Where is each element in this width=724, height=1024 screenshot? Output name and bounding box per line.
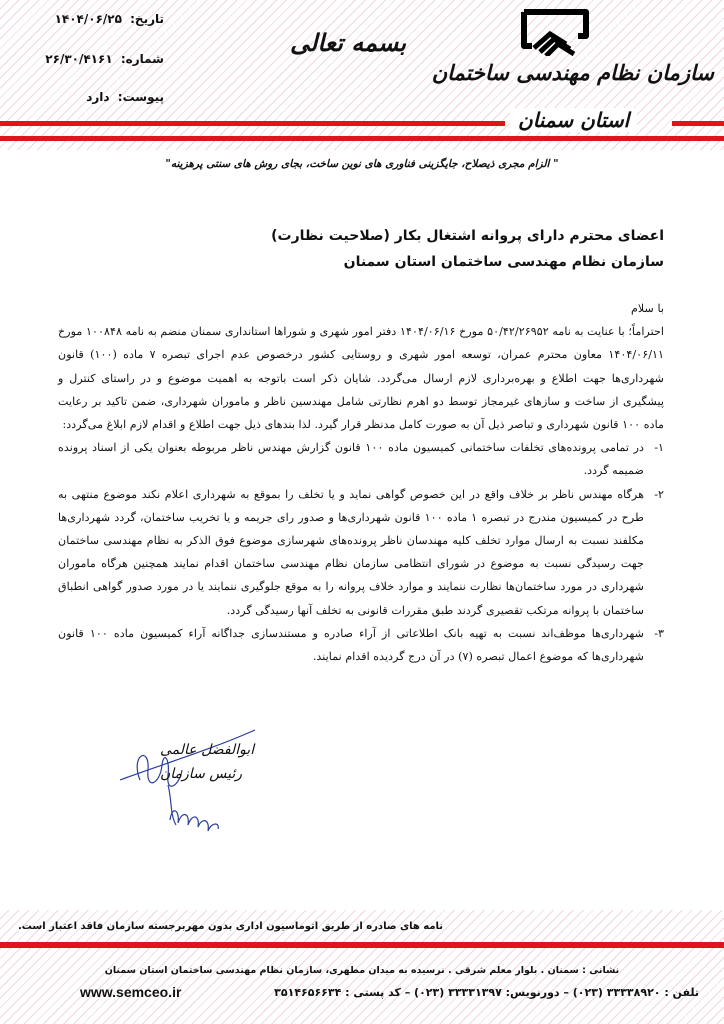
signatory-name: ابوالفضل عالمی xyxy=(160,742,255,758)
list-item-text: هرگاه مهندس ناظر بر خلاف واقع در این خصوص گواهی نماید و یا تخلف را بموقع به شهرداری اعلام نکند موضوع منتهی به طرح در کمیسیون مندرج در تبصره ۱ ماده ۱۰۰ قانون شهرداری‌ها و صدور رای جریمه و یا تخریب ساختمان، گردد شهرداری‌ها مکلفند نسبت به ارسال موارد تخلف کلیه مهندسان ناظر پرونده‌های شهرسازی موضوع فوق الذکر به نظام مهندسی ساختمان جهت رسیدگی نسبت به موضوع در شورای انتظامی سازمان نظام مهندسی ساختمان اقدام نمایند همچنین هرگاه ماموران شهرداری در مورد ساختمان‌ها نظارت ننمایند و موارد خلاف پروانه را به موقع جلوگیری ننمایند یا در مورد صدور گواهی انطباق ساختمان با پروانه مرتکب تقصیری گردند طبق مقررات قانونی به تخلف آنها رسیدگی گردد. xyxy=(58,487,644,617)
header-red-line-left xyxy=(0,121,505,126)
header-red-line-lower xyxy=(0,136,724,141)
number-value: ۲۶/۳۰/۴۱۶۱ xyxy=(45,52,113,66)
date-field xyxy=(55,12,164,26)
date-label: تاریخ: xyxy=(130,12,164,26)
header-red-line-right xyxy=(672,121,724,126)
org-name: سازمان نظام مهندسی ساختمان xyxy=(431,60,714,85)
attachment-label: پیوست: xyxy=(117,90,164,104)
intro-paragraph: احتراماً؛ با عنایت به نامه ۵۰/۴۲/۲۶۹۵۲ مورخ ۱۴۰۴/۰۶/۱۶ دفتر امور شهری و شوراها استانداری سمنان منضم به نامه ۱۰۰۸۴۸ مورخ ۱۴۰۴/۰۶/۱۱ معاون محترم عمران، توسعه امور شهری و روستایی کشور درخصوص عدم اجرای تبصره ۷ ماده (۱۰۰) قانون شهرداری‌ها جهت اطلاع و بهره‌برداری لازم ارسال می‌گردد. شایان ذکر است باتوجه به اهمیت موضوع و در راستای کنترل و پیشگیری از ساخت و سازهای غیرمجاز توسط دو اهرم نظارتی شامل مهندسین ناظر و ماموران شهرداری، ضمن تاکید بر رعایت ماده ۱۰۰ قانون شهرداری و تباصر ذیل آن به صورت کامل مدنظر قرار گیرد. لذا بندهای ذیل جهت اطلاع و اقدام لازم ابلاغ می‌گردد: xyxy=(58,325,664,432)
list-item-text: در تمامی پرونده‌های تخلفات ساختمانی کمیسیون ماده ۱۰۰ قانون گزارش مهندس ناظر مربوطه بعنوان یکی از اسناد پرونده ضمیمه گردد. xyxy=(58,441,644,478)
motto: " الزام مجری ذیصلاح، جایگزینی فناوری های نوین ساخت، بجای روش های سنتی پرهزینه" xyxy=(165,158,559,170)
list-item xyxy=(58,436,664,482)
list-item xyxy=(58,483,664,622)
list-item-text: شهرداری‌ها موظف‌اند نسبت به تهیه بانک اطلاعاتی از آراء صادره و مستندسازی جداگانه آراء کمیسیون ماده ۱۰۰ قانون شهرداری‌ها که موضوع اعمال تبصره (۷) در آن درج گردیده اقدام نمایند. xyxy=(58,626,644,664)
org-province: استان سمنان xyxy=(510,108,637,132)
signatory-title: رئیس سازمان xyxy=(160,766,242,782)
bismillah: بسمه تعالی xyxy=(290,28,407,57)
greeting: با سلام xyxy=(630,302,664,315)
footer-red-line xyxy=(0,942,724,948)
attachment-field xyxy=(86,90,164,104)
letter-body xyxy=(58,297,664,668)
list-item-number: ۳- xyxy=(654,626,664,640)
addressee-line2: سازمان نظام مهندسی ساختمان استان سمنان xyxy=(343,254,664,270)
footer-contact: تلفن : ۳۳۳۳۸۹۲۰ (۰۲۳) – دورنویس: ۳۳۳۳۱۳۹۷ (۰۲۳) – کد پستی : ۳۵۱۴۶۵۶۶۳۴ xyxy=(274,985,699,999)
number-label: شماره: xyxy=(120,52,164,66)
org-logo-icon xyxy=(520,8,590,56)
footer-note: نامه های صادره از طریق اتوماسیون اداری بدون مهربرجسته سازمان فاقد اعتبار است. xyxy=(18,921,444,932)
attachment-value: دارد xyxy=(86,90,110,104)
footer-contact-row xyxy=(80,984,699,1000)
date-value: ۱۴۰۴/۰۶/۲۵ xyxy=(54,12,122,26)
addressee-line1: اعضای محترم دارای پروانه اشتغال بکار (صلاحیت نظارت) xyxy=(271,228,664,244)
list-item-number: ۲- xyxy=(654,487,664,501)
list-item-number: ۱- xyxy=(654,441,664,455)
footer-address: نشانی : سمنان . بلوار معلم شرقی . نرسیده به میدان مطهری، سازمان نظام مهندسی ساختمان استان سمنان xyxy=(104,965,620,976)
list-item xyxy=(58,622,664,668)
number-field xyxy=(45,52,164,66)
website-link[interactable]: www.semceo.ir xyxy=(80,984,182,1000)
